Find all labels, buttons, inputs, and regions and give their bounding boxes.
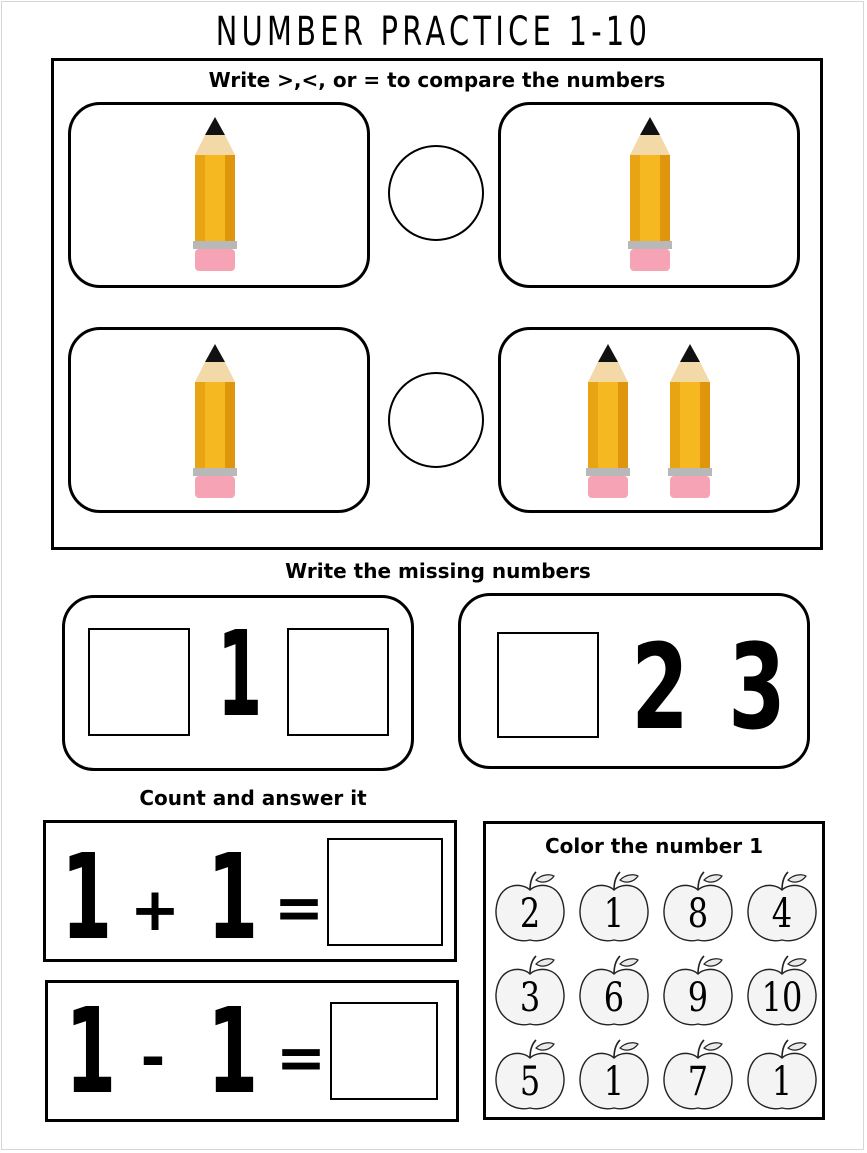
apple-number-7[interactable] (660, 954, 736, 1030)
apple-number-3[interactable] (660, 870, 736, 946)
equation-operand: 1 (207, 828, 259, 966)
apple-number-2[interactable] (576, 870, 652, 946)
apple-number-label: 2 (519, 891, 541, 937)
sequence-number: 3 (728, 618, 786, 756)
apple-number-11[interactable] (660, 1038, 736, 1114)
apple-number-label: 9 (687, 975, 709, 1021)
apple-number-4[interactable] (744, 870, 820, 946)
color-instruction: Color the number 1 (544, 834, 764, 858)
apple-number-5[interactable] (492, 954, 568, 1030)
equation-operand: 1 (207, 982, 259, 1120)
compare-instruction: Write >,<, or = to compare the numbers (208, 68, 666, 92)
apple-number-label: 1 (603, 1059, 625, 1105)
missing-answer-box[interactable] (497, 632, 599, 738)
apple-number-8[interactable] (744, 954, 820, 1030)
apple-number-10[interactable] (576, 1038, 652, 1114)
sequence-number: 2 (631, 618, 689, 756)
apple-number-6[interactable] (576, 954, 652, 1030)
equation-equals: = (275, 1023, 327, 1093)
compare-answer-circle-2[interactable] (388, 372, 484, 468)
equation-operator: - (140, 1023, 166, 1093)
apple-number-label: 4 (771, 891, 793, 937)
apple-number-label: 7 (687, 1059, 709, 1105)
compare-answer-circle-1[interactable] (388, 145, 484, 241)
missing-answer-box[interactable] (88, 628, 190, 736)
apple-number-label: 5 (519, 1059, 541, 1105)
apple-number-label: 1 (771, 1059, 793, 1105)
missing-answer-box[interactable] (287, 628, 389, 736)
page-title: NUMBER PRACTICE 1-10 (215, 9, 652, 55)
equation-operator: + (129, 875, 181, 945)
sequence-number: 1 (217, 605, 263, 743)
equation-answer-box[interactable] (327, 838, 443, 946)
pencil-icon (578, 342, 638, 502)
apple-number-12[interactable] (744, 1038, 820, 1114)
equation-answer-box[interactable] (330, 1002, 438, 1100)
equation-equals: = (273, 873, 325, 943)
apple-number-label: 6 (603, 975, 625, 1021)
apple-number-label: 10 (761, 975, 803, 1021)
count-instruction: Count and answer it (139, 786, 367, 810)
apple-number-label: 8 (687, 891, 709, 937)
equation-operand: 1 (65, 982, 117, 1120)
apple-number-label: 3 (519, 975, 541, 1021)
pencil-icon (660, 342, 720, 502)
compare-right-card-2 (498, 327, 800, 513)
pencil-icon (185, 342, 245, 502)
apple-number-9[interactable] (492, 1038, 568, 1114)
apple-number-label: 1 (603, 891, 625, 937)
apple-number-1[interactable] (492, 870, 568, 946)
missing-instruction: Write the missing numbers (285, 559, 591, 583)
pencil-icon (185, 115, 245, 275)
pencil-icon (620, 115, 680, 275)
equation-operand: 1 (61, 828, 113, 966)
